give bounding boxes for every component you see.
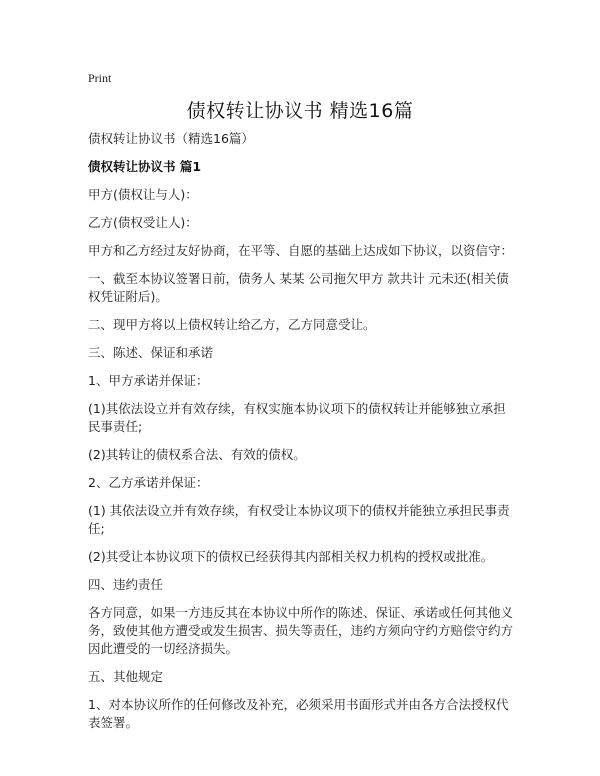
clause-3-2-a: (1) 其依法设立并有效存续，有权受让本协议项下的债权并能独立承担民事责任; — [88, 503, 510, 536]
clause-3-1-a: (1)其依法设立并有效存续，有权实施本协议项下的债权转让并能够独立承担民事责任; — [88, 401, 506, 434]
clause-2: 二、现甲方将以上债权转让给乙方，乙方同意受让。 — [88, 317, 376, 332]
print-label: Print — [88, 71, 112, 85]
clause-3-heading: 三、陈述、保证和承诺 — [88, 345, 214, 360]
section-heading: 债权转让协议书 篇1 — [88, 159, 202, 174]
clause-3-1: 1、甲方承诺并保证： — [88, 373, 209, 388]
party-b-line: 乙方(债权受让人)： — [88, 215, 198, 230]
clause-3-2-b: (2)其受让本协议项下的债权已经获得其内部相关权力机构的授权或批准。 — [88, 549, 494, 564]
clause-4-body: 各方同意，如果一方违反其在本协议中所作的陈述、保证、承诺或任何其他义务，致使其他方遭受或发生损害、损失等责任，违约方须向守约方赔偿守约方因此遭受的一切经济损失。 — [88, 605, 514, 656]
clause-3-2: 2、乙方承诺并保证： — [88, 475, 209, 490]
document-title: 债权转让协议书 精选16篇 — [186, 100, 414, 122]
document-body — [88, 130, 514, 742]
clause-5-heading: 五、其他规定 — [88, 669, 164, 684]
subtitle: 债权转让协议书（精选16篇） — [88, 131, 254, 146]
party-a-line: 甲方(债权让与人)： — [88, 187, 198, 202]
clause-1: 一、截至本协议签署日前，债务人 某某 公司拖欠甲方 款共计 元未还(相关债权凭证附后)。 — [88, 271, 509, 304]
clause-3-1-b: (2)其转让的债权系合法、有效的债权。 — [88, 447, 306, 462]
clause-4-heading: 四、违约责任 — [88, 577, 164, 592]
preamble: 甲方和乙方经过友好协商，在平等、自愿的基础上达成如下协议，以资信守： — [88, 243, 514, 258]
clause-5-1: 1、对本协议所作的任何修改及补充，必须采用书面形式并由各方合法授权代表签署。 — [88, 697, 509, 730]
